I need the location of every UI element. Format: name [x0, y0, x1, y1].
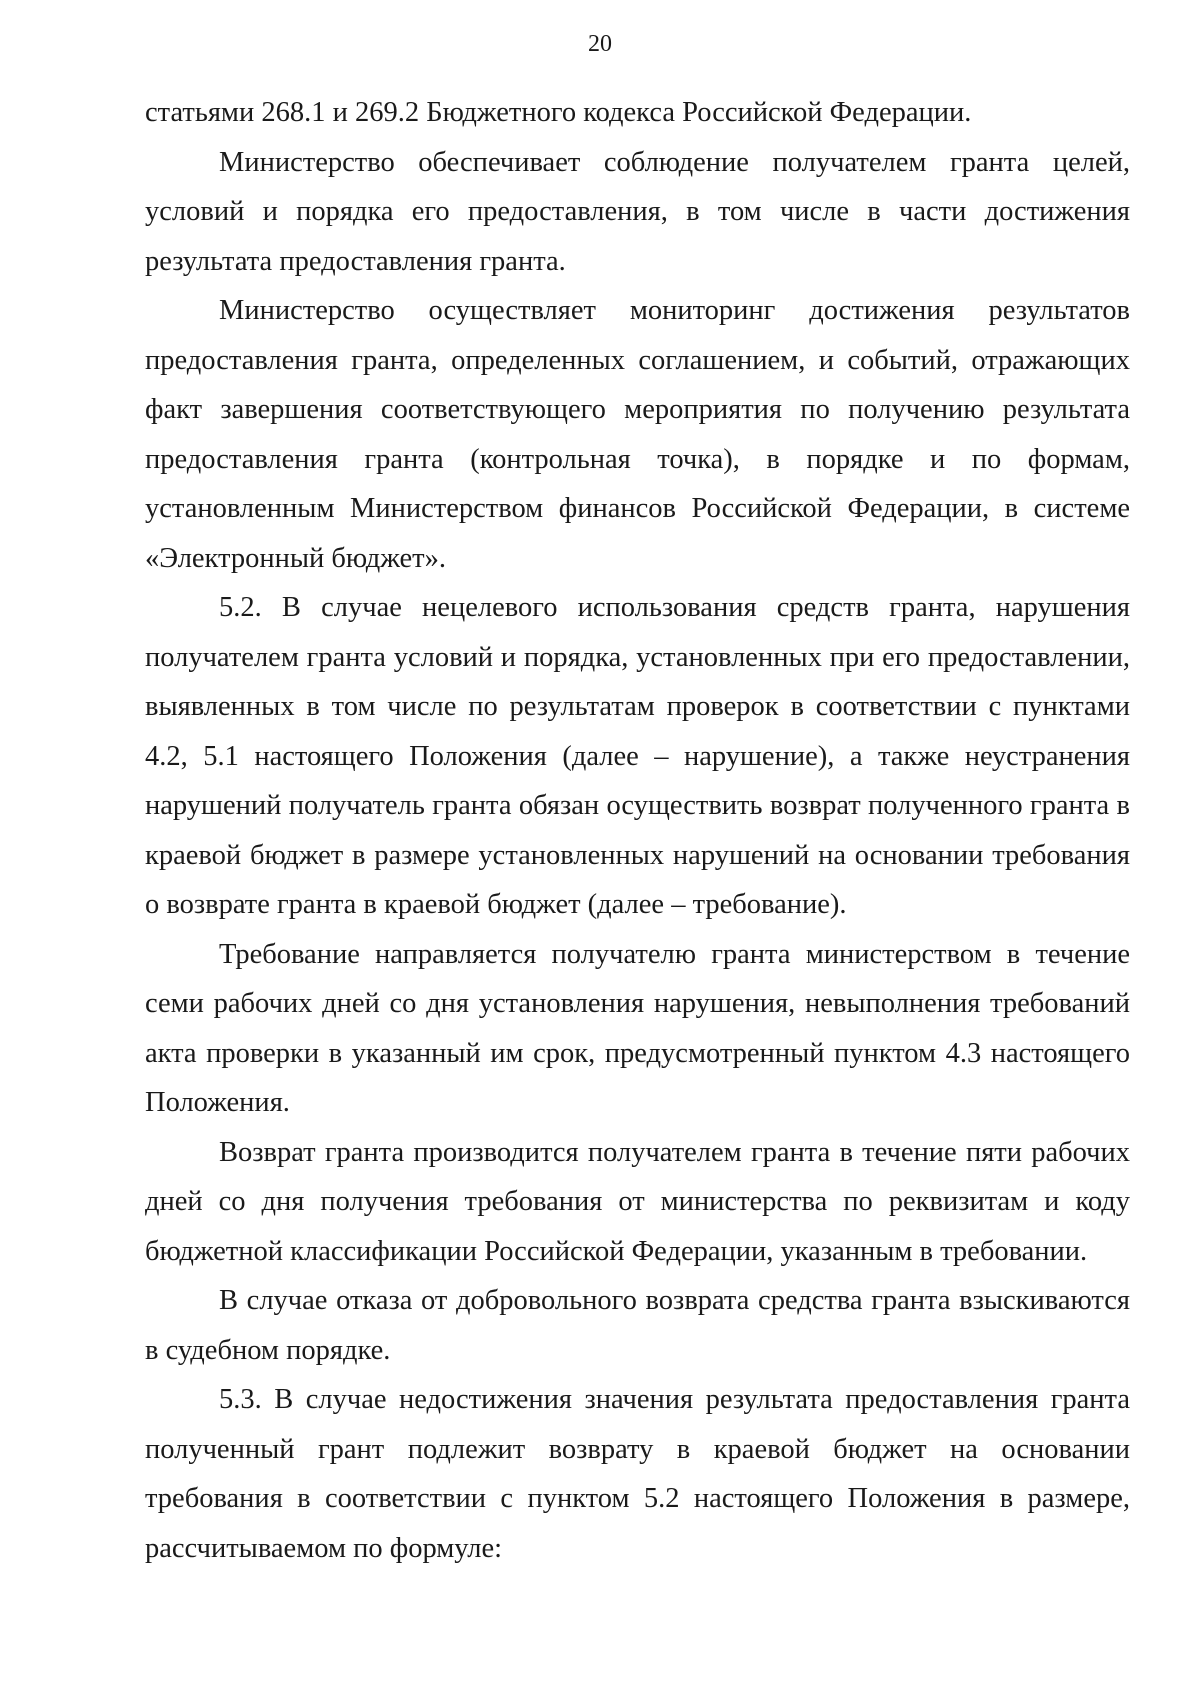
paragraph-ministry-compliance: Министерство обеспечивает соблюдение получателем гранта целей, условий и порядка его предоставления, в том числе в части достижения результата предоставления гранта. — [145, 146, 1130, 277]
paragraph-5-3: 5.3. В случае недостижения значения результата предоставления гранта полученный грант подлежит возврату в краевой бюджет на основании требования в соответствии с пунктом 5.2 настоящего Положения в размере, рассчитываемом по формуле: — [145, 1384, 1130, 1564]
page-number: 20 — [588, 31, 612, 57]
paragraph-requirement-sent: Требование направляется получателю гранта министерством в течение семи рабочих дней со дня установления нарушения, невыполнения требований акта проверки в указанный им срок, предусмотренный пунктом 4.3 настоящего Положения. — [145, 938, 1130, 1118]
document-body — [145, 88, 1130, 1573]
paragraph-refusal-court: В случае отказа от добровольного возврата средства гранта взыскиваются в судебном порядке. — [145, 1285, 1130, 1366]
paragraph-ministry-monitoring: Министерство осуществляет мониторинг достижения результатов предоставления гранта, определенных соглашением, и событий, отражающих факт завершения соответствующего мероприятия по получению результата предоставления гранта (контрольная точка), в порядке и по формам, установленным Министерством финансов Российской Федерации, в системе «Электронный бюджет». — [145, 295, 1130, 574]
paragraph-grant-return: Возврат гранта производится получателем гранта в течение пяти рабочих дней со дня получения требования от министерства по реквизитам и коду бюджетной классификации Российской Федерации, указанным в требовании. — [145, 1136, 1130, 1267]
paragraph-continuation: статьями 268.1 и 269.2 Бюджетного кодекса Российской Федерации. — [145, 97, 972, 128]
paragraph-5-2: 5.2. В случае нецелевого использования средств гранта, нарушения получателем гранта условий и порядка, установленных при его предоставлении, выявленных в том числе по результатам проверок в соответствии с пунктами 4.2, 5.1 настоящего Положения (далее – нарушение), а также неустранения нарушений получатель гранта обязан осуществить возврат полученного гранта в краевой бюджет в размере установленных нарушений на основании требования о возврате гранта в краевой бюджет (далее – требование). — [145, 592, 1130, 920]
